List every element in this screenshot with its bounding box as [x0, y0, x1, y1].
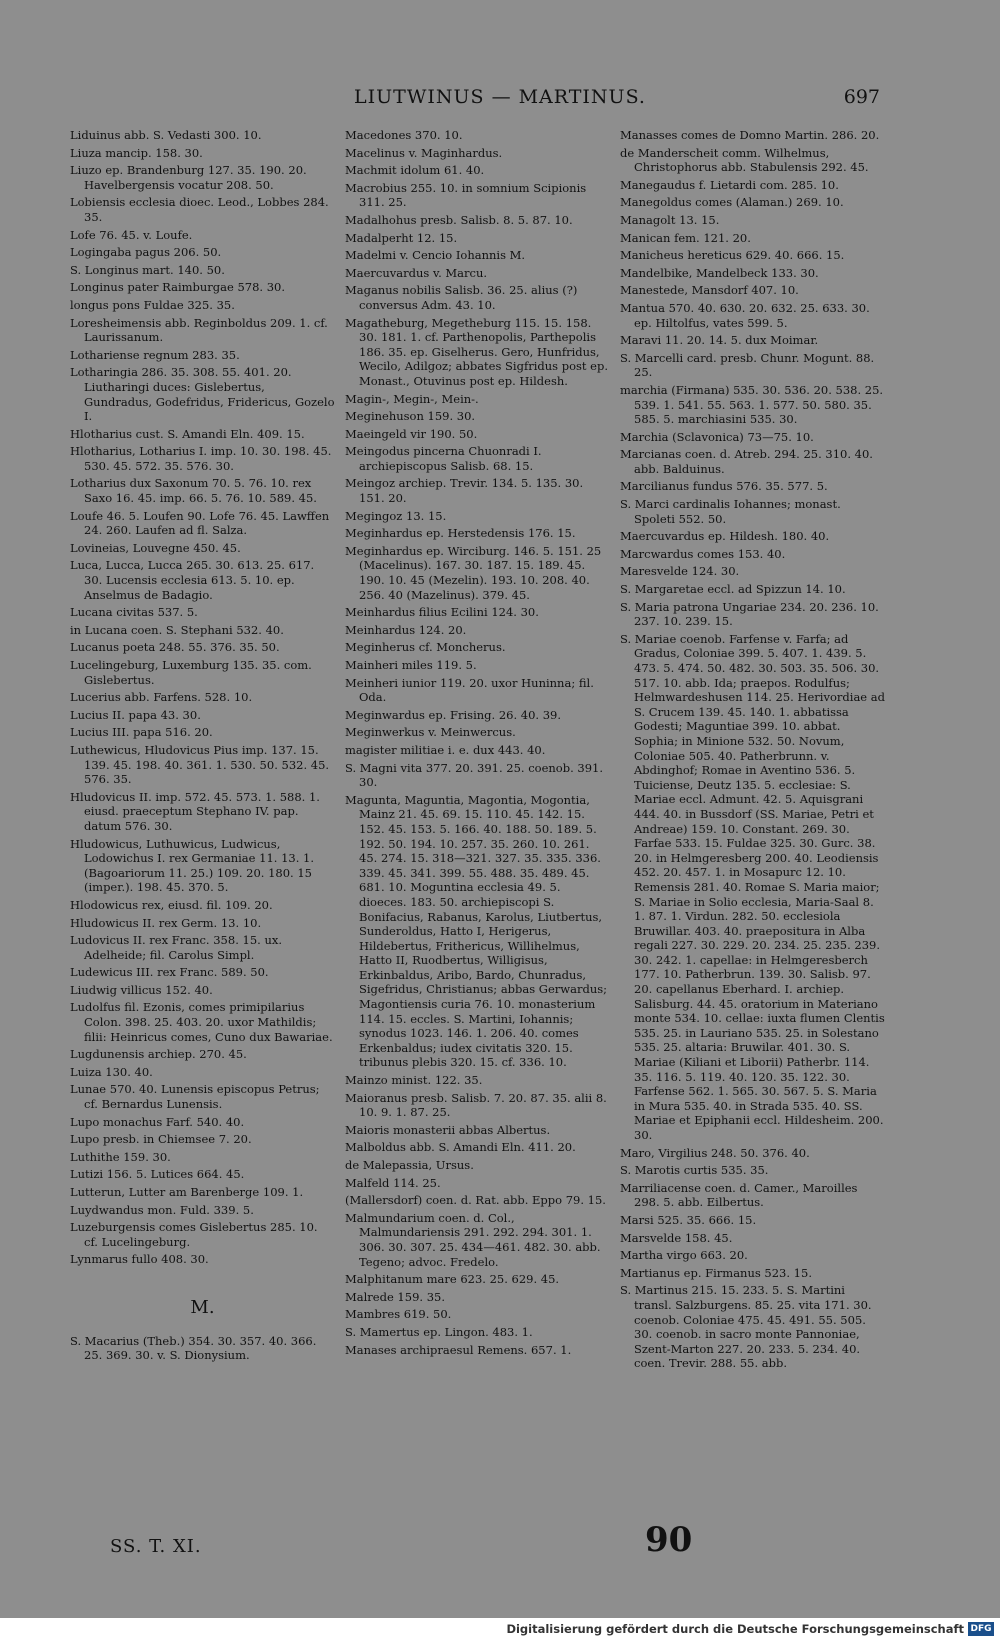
index-entry: S. Margaretae eccl. ad Spizzun 14. 10.: [620, 582, 846, 597]
index-entry: S. Mariae coenob. Farfense v. Farfa; ad Gradus, Coloniae 399. 5. 407. 1. 439. 5. 473. 5. 474. 50. 482. 30. 503. 35. 506. 30. 517. 10. abb. Ida; praepos. Rodulfus; Helmwardeshusen 114. 25. Herivordiae ad S. Crucem 139. 45. 140. 1. abbatissa Godesti; Maguntiae 399. 10. abbat. Sophia; in Minione 532. 50. Novum, Coloniae 505. 40. Patherbrunn. v. Abdinghof; Romae in Aventino 536. 5. Tuiciense, Deutz 135. 5. ecclesiae: S. Mariae eccl. Admunt. 42. 5. Aquisgrani 444. 40. in Bussdorf (SS. Mariae, Petri et Andreae) 159. 10. Constant. 269. 30. Farfae 533. 15. Fuldae 325. 30. Gurc. 38. 20. in Helmgeresberg 200. 40. Leodiensis 452. 20. 457. 1. in Mosapurc 12. 10. Remensis 281. 40. Romae S. Maria maior; S. Mariae in Solio ecclesia, Maria-Saal 8. 1. 87. 1. Virdun. 282. 50. ecclesiola Bruwillar. 403. 40. praepositura in Alba regali 227. 30. 229. 20. 234. 25. 235. 239. 30. 242. 1. capellae: in Helmgeresberch 177. 10. Patherbrun. 139. 30. Salisb. 97. 20. capellanus Eberhard. I. archiep. Salisburg. 44. 45. oratorium in Materiano monte 534. 10. cellae: iuxta flumen Clentis 535. 25. in Lauriano 535. 25. in Solestano 535. 25. altaria: Bruwilar. 401. 30. S. Mariae (Kiliani et Liborii) Patherbr. 114. 35. 116. 5. 119. 40. 120. 35. 122. 30. Farfense 562. 1. 565. 30. 567. 5. S. Maria in Mura 535. 40. in Strada 535. 40. SS. Mariae et Epiphanii eccl. Hildesheim. 200. 30.: [620, 631, 885, 1142]
index-entry: Malboldus abb. S. Amandi Eln. 411. 20.: [345, 1140, 576, 1155]
section-letter: M.: [190, 1296, 215, 1318]
index-entry: Ludewicus III. rex Franc. 589. 50.: [70, 965, 269, 980]
index-entry: Hludowicus, Luthuwicus, Ludwicus, Lodowichus I. rex Germaniae 11. 13. 1. (Bagoariorum 11. 25.) 109. 20. 180. 15 (imper.). 198. 45. 370. 5.: [70, 836, 314, 895]
index-entry: Lunae 570. 40. Lunensis episcopus Petrus; cf. Bernardus Lunensis.: [70, 1082, 320, 1112]
index-entry: Meginherus cf. Moncherus.: [345, 640, 506, 655]
index-entry: Lutterun, Lutter am Barenberge 109. 1.: [70, 1185, 304, 1199]
index-entry: Marchia (Sclavonica) 73—75. 10.: [620, 429, 814, 444]
index-entry: Meginhardus ep. Wirciburg. 146. 5. 151. 25 (Macelinus). 167. 30. 187. 15. 189. 45. 190. 10. 45 (Mezelin). 193. 10. 208. 40. 256. 40 (Mazelinus). 379. 45.: [345, 543, 602, 602]
index-entry: Machmit idolum 61. 40.: [345, 163, 485, 178]
column-3-entries: [620, 128, 885, 1371]
index-entry: Maercuvardus v. Marcu.: [345, 265, 488, 280]
index-entry: Maercuvardus ep. Hildesh. 180. 40.: [620, 529, 830, 544]
index-entry: Mainzo minist. 122. 35.: [345, 1073, 483, 1088]
index-entry: S. Macarius (Theb.) 354. 30. 357. 40. 366. 25. 369. 30. v. S. Dionysium.: [70, 1333, 317, 1363]
index-entry: Meginehuson 159. 30.: [345, 409, 476, 424]
index-entry: Madalperht 12. 15.: [345, 230, 458, 245]
index-entry: Martianus ep. Firmanus 523. 15.: [620, 1265, 812, 1280]
index-entry: Magunta, Maguntia, Magontia, Mogontia, Mainz 21. 45. 69. 15. 110. 45. 142. 15. 152. 45. 153. 5. 166. 40. 188. 50. 189. 5. 192. 50. 194. 10. 257. 35. 260. 10. 261. 45. 274. 15. 318—321. 327. 35. 335. 336. 339. 45. 341. 399. 55. 488. 35. 489. 45. 681. 10. Moguntina ecclesia 49. 5. dioeces. 183. 50. archiepiscopi S. Bonifacius, Rabanus, Karolus, Liutbertus, Sunderoldus, Hatto I, Herigerus, Hildebertus, Frithericus, Willihelmus, Hatto II, Ruodbertus, Willigisus, Erkinbaldus, Aribo, Bardo, Chunradus, Sigefridus, Christianus; abbas Gerwardus; Magontiensis curia 76. 10. monasterium 114. 15. eccles. S. Martini, Iohannis; synodus 1023. 146. 1. 206. 40. comes Erkenbaldus; iudex civitatis 320. 15. tribunus plebis 320. 15. cf. 336. 10.: [345, 792, 608, 1070]
index-entry: Maioris monasterii abbas Albertus.: [345, 1122, 551, 1137]
index-entry: Maro, Virgilius 248. 50. 376. 40.: [620, 1145, 810, 1160]
index-entry: Macedones 370. 10.: [345, 128, 463, 142]
index-entry: Liudwig villicus 152. 40.: [70, 982, 213, 997]
index-entry: Malrede 159. 35.: [345, 1289, 445, 1304]
index-entry: Marsi 525. 35. 666. 15.: [620, 1212, 757, 1227]
index-entry: Loufe 46. 5. Loufen 90. Lofe 76. 45. Lawffen 24. 260. Laufen ad fl. Salza.: [70, 508, 330, 538]
index-entry: Lucerius abb. Farfens. 528. 10.: [70, 690, 253, 705]
index-entry: Lucius II. papa 43. 30.: [70, 707, 201, 722]
index-entry: Megingoz 13. 15.: [345, 508, 447, 523]
index-entry: Hlotharius, Lotharius I. imp. 10. 30. 198. 45. 530. 45. 572. 35. 576. 30.: [70, 444, 332, 473]
index-entry: Manegoldus comes (Alaman.) 269. 10.: [620, 195, 844, 210]
index-entry: Meingodus pincerna Chuonradi I. archiepiscopus Salisb. 68. 15.: [345, 444, 542, 473]
index-entry: Logingaba pagus 206. 50.: [70, 245, 222, 260]
index-entry: S. Marotis curtis 535. 35.: [620, 1163, 769, 1178]
index-entry: Madalhohus presb. Salisb. 8. 5. 87. 10.: [345, 212, 573, 227]
index-entry: Mambres 619. 50.: [345, 1307, 452, 1322]
index-entry: Meginwardus ep. Frising. 26. 40. 39.: [345, 707, 562, 722]
index-entry: Maioranus presb. Salisb. 7. 20. 87. 35. alii 8. 10. 9. 1. 87. 25.: [345, 1090, 607, 1120]
index-entry: S. Marcelli card. presb. Chunr. Mogunt. 88. 25.: [620, 350, 875, 380]
index-entry: de Malepassia, Ursus.: [345, 1158, 474, 1172]
index-entry: Maganus nobilis Salisb. 36. 25. alius (?) conversus Adm. 43. 10.: [345, 283, 578, 312]
index-entry: Malphitanum mare 623. 25. 629. 45.: [345, 1272, 560, 1287]
index-entry: Martha virgo 663. 20.: [620, 1248, 748, 1263]
index-entry: Mandelbike, Mandelbeck 133. 30.: [620, 265, 819, 280]
index-entry: Luca, Lucca, Lucca 265. 30. 613. 25. 617. 30. Lucensis ecclesia 613. 5. 10. ep. Anselmus de Badagio.: [70, 558, 315, 602]
dfg-logo-icon: DFG: [968, 1622, 994, 1636]
index-entry: marchia (Firmana) 535. 30. 536. 20. 538. 25. 539. 1. 541. 55. 563. 1. 577. 50. 580. 35. 585. 5. marchiasini 535. 30.: [620, 382, 884, 427]
sheet-number: 90: [645, 1520, 693, 1560]
index-entry: Maeingeld vir 190. 50.: [345, 426, 478, 441]
index-entry: Manegaudus f. Lietardi com. 285. 10.: [620, 177, 839, 192]
column-1-entries-after: [70, 1334, 335, 1363]
index-entry: (Mallersdorf) coen. d. Rat. abb. Eppo 79. 15.: [345, 1193, 606, 1208]
index-entry: Marcianas coen. d. Atreb. 294. 25. 310. 40. abb. Balduinus.: [620, 447, 873, 476]
index-entry: Meinheri iunior 119. 20. uxor Huninna; fil. Oda.: [345, 675, 594, 705]
index-entry: Manicheus hereticus 629. 40. 666. 15.: [620, 248, 845, 263]
index-entry: Meinhardus filius Ecilini 124. 30.: [345, 605, 539, 620]
index-entry: Malfeld 114. 25.: [345, 1175, 441, 1190]
index-entry: Mainheri miles 119. 5.: [345, 658, 477, 672]
index-entry: Liuza mancip. 158. 30.: [70, 145, 203, 160]
index-entry: Meginhardus ep. Herstedensis 176. 15.: [345, 526, 576, 541]
index-entry: Lugdunensis archiep. 270. 45.: [70, 1047, 247, 1062]
index-entry: S. Longinus mart. 140. 50.: [70, 262, 225, 277]
index-entry: S. Mamertus ep. Lingon. 483. 1.: [345, 1324, 533, 1339]
index-entry: Maravi 11. 20. 14. 5. dux Moimar.: [620, 333, 819, 348]
index-column-1: [70, 128, 335, 1366]
index-entry: Macrobius 255. 10. in somnium Scipionis 311. 25.: [345, 180, 587, 210]
index-entry: Hludowicus II. rex Germ. 13. 10.: [70, 915, 262, 930]
index-entry: Lovineias, Louvegne 450. 45.: [70, 540, 241, 555]
index-entry: S. Martinus 215. 15. 233. 5. S. Martini transl. Salzburgens. 85. 25. vita 171. 30. coenob. Coloniae 475. 45. 491. 55. 505. 30. coenob. in sacro monte Pannoniae, Szent-Marton 227. 20. 233. 5. 234. 40. coen. Trevir. 288. 55. abb.: [620, 1283, 872, 1371]
index-entry: magister militiae i. e. dux 443. 40.: [345, 742, 546, 757]
column-2-entries: [345, 128, 610, 1357]
column-1-entries: [70, 128, 335, 1267]
index-entry: Meingoz archiep. Trevir. 134. 5. 135. 30. 151. 20.: [345, 476, 584, 506]
index-entry: Magatheburg, Megetheburg 115. 15. 158. 30. 181. 1. cf. Parthenopolis, Parthepolis 186. 35. ep. Giselherus. Gero, Hunfridus, Wecilo, Adilgoz; abbates Sigfridus post ep. Monast., Otuvinus post ep. Hildesh.: [345, 315, 608, 388]
digitization-credit-bar: [0, 1618, 1000, 1643]
index-entry: Lucelingeburg, Luxemburg 135. 35. com. Gislebertus.: [70, 658, 312, 687]
index-entry: Luthewicus, Hludovicus Pius imp. 137. 15. 139. 45. 198. 40. 361. 1. 530. 50. 532. 45. 576. 35.: [70, 742, 330, 787]
index-entry: Marriliacense coen. d. Camer., Maroilles 298. 5. abb. Eilbertus.: [620, 1180, 858, 1210]
index-entry: Liduinus abb. S. Vedasti 300. 10.: [70, 128, 262, 142]
index-entry: Lucana civitas 537. 5.: [70, 605, 198, 620]
index-entry: Maresvelde 124. 30.: [620, 564, 740, 579]
index-entry: Loresheimensis abb. Reginboldus 209. 1. cf. Laurissanum.: [70, 315, 328, 345]
index-entry: de Manderscheit comm. Wilhelmus, Christophorus abb. Stabulensis 292. 45.: [620, 145, 869, 175]
index-entry: Lobiensis ecclesia dioec. Leod., Lobbes 284. 35.: [70, 195, 329, 224]
index-entry: Liuzo ep. Brandenburg 127. 35. 190. 20. Havelbergensis vocatur 208. 50.: [70, 163, 307, 192]
index-entry: Manican fem. 121. 20.: [620, 230, 751, 245]
index-column-2: [345, 128, 610, 1360]
index-entry: Lucanus poeta 248. 55. 376. 35. 50.: [70, 640, 280, 655]
running-header-title: LIUTWINUS — MARTINUS.: [354, 86, 646, 108]
page-number: 697: [843, 86, 880, 108]
index-entry: Hlotharius cust. S. Amandi Eln. 409. 15.: [70, 426, 305, 441]
index-entry: Hludovicus II. imp. 572. 45. 573. 1. 588. 1. eiusd. praeceptum Stephano IV. pap. datum 576. 30.: [70, 789, 320, 833]
index-entry: Lotharingia 286. 35. 308. 55. 401. 20. Liutharingi duces: Gislebertus, Gundradus, Godefridus, Fridericus, Gozelo I.: [70, 365, 335, 424]
index-entry: S. Marci cardinalis Iohannes; monast. Spoleti 552. 50.: [620, 497, 841, 526]
index-entry: S. Maria patrona Ungariae 234. 20. 236. 10. 237. 10. 239. 15.: [620, 599, 879, 629]
index-column-3: [620, 128, 885, 1374]
index-entry: Hlodowicus rex, eiusd. fil. 109. 20.: [70, 897, 273, 912]
index-entry: Lothariense regnum 283. 35.: [70, 347, 240, 362]
index-entry: Malmundarium coen. d. Col., Malmundariensis 291. 292. 294. 301. 1. 306. 30. 307. 25. 434—461. 482. 30. abb. Tegeno; advoc. Fredelo.: [345, 1210, 601, 1269]
index-entry: Marcilianus fundus 576. 35. 577. 5.: [620, 479, 828, 494]
index-entry: Macelinus v. Maginhardus.: [345, 145, 503, 160]
index-entry: Luydwandus mon. Fuld. 339. 5.: [70, 1202, 254, 1217]
index-entry: S. Magni vita 377. 20. 391. 25. coenob. 391. 30.: [345, 760, 604, 790]
index-entry: Madelmi v. Cencio Iohannis M.: [345, 248, 526, 263]
index-entry: Manases archipraesul Remens. 657. 1.: [345, 1342, 572, 1357]
index-entry: Ludolfus fil. Ezonis, comes primipilarius Colon. 398. 25. 403. 20. uxor Mathildis; filii: Heinricus comes, Cuno dux Bawariae.: [70, 1000, 333, 1044]
index-entry: Lofe 76. 45. v. Loufe.: [70, 227, 193, 242]
index-entry: Luzeburgensis comes Gislebertus 285. 10. cf. Lucelingeburg.: [70, 1220, 318, 1249]
index-entry: Meinhardus 124. 20.: [345, 622, 467, 637]
index-entry: Manasses comes de Domno Martin. 286. 20.: [620, 128, 880, 142]
index-entry: Lupo monachus Farf. 540. 40.: [70, 1114, 245, 1129]
index-entry: Managolt 13. 15.: [620, 212, 720, 227]
index-entry: Mantua 570. 40. 630. 20. 632. 25. 633. 30. ep. Hiltolfus, vates 599. 5.: [620, 300, 870, 330]
index-entry: Lucius III. papa 516. 20.: [70, 725, 213, 740]
index-entry: Marcwardus comes 153. 40.: [620, 546, 786, 561]
index-entry: Manestede, Mansdorf 407. 10.: [620, 283, 799, 298]
volume-signature: SS. T. XI.: [110, 1536, 202, 1557]
funding-credit-text: Digitalisierung gefördert durch die Deutsche Forschungsgemeinschaft: [506, 1622, 964, 1636]
index-entry: Marsvelde 158. 45.: [620, 1230, 733, 1245]
index-entry: Luthithe 159. 30.: [70, 1149, 171, 1164]
index-entry: longus pons Fuldae 325. 35.: [70, 297, 235, 312]
index-entry: Luiza 130. 40.: [70, 1064, 153, 1079]
index-entry: Lotharius dux Saxonum 70. 5. 76. 10. rex Saxo 16. 45. imp. 66. 5. 76. 10. 589. 45.: [70, 476, 317, 506]
index-entry: Lutizi 156. 5. Lutices 664. 45.: [70, 1167, 245, 1182]
index-entry: Meginwerkus v. Meinwercus.: [345, 725, 516, 740]
index-entry: in Lucana coen. S. Stephani 532. 40.: [70, 622, 284, 637]
index-entry: Longinus pater Raimburgae 578. 30.: [70, 280, 286, 295]
index-entry: Lupo presb. in Chiemsee 7. 20.: [70, 1132, 252, 1147]
index-entry: Ludovicus II. rex Franc. 358. 15. ux. Adelheide; fil. Carolus Simpl.: [70, 933, 282, 962]
index-entry: Lynmarus fullo 408. 30.: [70, 1252, 209, 1267]
index-entry: Magin-, Megin-, Mein-.: [345, 391, 479, 406]
